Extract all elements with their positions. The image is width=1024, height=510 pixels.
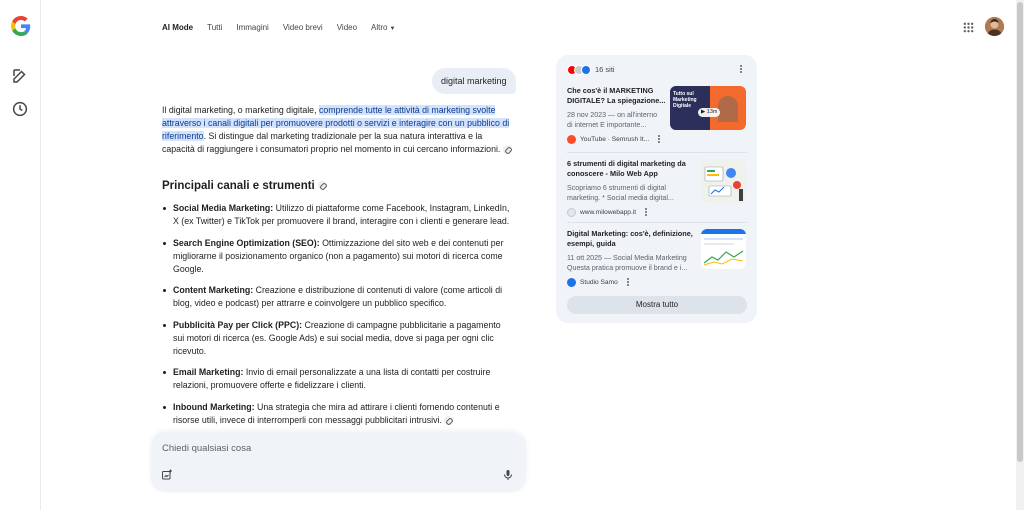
source-title: [567, 86, 669, 106]
thumbnail-text: Tutto sul Marketing Digitale: [673, 91, 697, 109]
intro-text: Il digital marketing, o marketing digitale,: [162, 105, 319, 115]
sources-panel: [556, 55, 757, 323]
site-favicon-icon: [567, 208, 576, 217]
user-query-bubble: digital marketing: [432, 68, 516, 94]
tab-video-brevi[interactable]: Video brevi: [282, 23, 323, 32]
list-item: [162, 401, 514, 427]
channel-term: Content Marketing:: [173, 285, 254, 295]
thumbnail-illustration: [701, 229, 746, 269]
video-thumbnail[interactable]: [670, 86, 746, 130]
channel-desc: Ottimizzazione del sito web e dei contenuti per migliorarne il posizionamento organico (non a pagamento) sui motori di ricerca come Google.: [173, 237, 504, 274]
list-item: [162, 284, 514, 310]
source-site: YouTube · Semrush It...: [580, 135, 650, 143]
source-snippet-line: marketing. * Social media digital...: [567, 194, 674, 202]
section-heading-text: Principali canali e strumenti: [162, 180, 315, 192]
source-site: www.milowebapp.it: [580, 208, 637, 216]
caret-down-icon: ▼: [389, 26, 396, 32]
site-favicon-icon: [567, 278, 576, 287]
tab-immagini[interactable]: Immagini: [236, 23, 269, 32]
source-snippet: [567, 253, 697, 273]
sites-count: 16 siti: [595, 65, 615, 74]
answer-intro: [162, 104, 514, 156]
more-options-icon[interactable]: [656, 134, 662, 144]
channel-desc: Utilizzo di piattaforme come Facebook, Instagram, LinkedIn, X (ex Twitter) e TikTok per promuovere il brand, interagire con i clienti e generare lead.: [173, 203, 510, 226]
tab-ai-mode[interactable]: AI Mode: [162, 23, 194, 32]
account-avatar[interactable]: [985, 17, 1004, 36]
source-title: [567, 229, 697, 249]
channel-term: Email Marketing:: [173, 367, 244, 377]
intro-text-rest: . Si distingue dal marketing tradizionale per la sua natura interattiva e la capacità di raggiungere i consumatori proprio nel momento in cui cercano informazioni.: [162, 131, 501, 154]
google-apps-icon[interactable]: [963, 22, 974, 33]
citation-link-icon[interactable]: [318, 181, 327, 190]
new-chat-icon[interactable]: [11, 67, 29, 85]
source-title-line: esempi, guida: [567, 239, 616, 248]
site-favicon-icon: [581, 65, 591, 75]
list-item: [162, 366, 514, 392]
scrollbar-thumb[interactable]: [1017, 2, 1023, 462]
sources-header[interactable]: [567, 64, 615, 75]
tab-tutti[interactable]: Tutti: [207, 23, 223, 32]
source-snippet-line: di internet E importante...: [567, 121, 647, 129]
channel-desc: Invio di email personalizzate a una lista di contatti per costruire relazioni, promuovere offerte e fidelizzare i clienti.: [173, 367, 491, 390]
source-snippet-line: 11 ott 2025 — Social Media Marketing: [567, 254, 687, 262]
source-title-line: Che cos'è il MARKETING: [567, 86, 654, 95]
source-site-row: [567, 134, 747, 144]
youtube-favicon-icon: [567, 135, 576, 144]
source-snippet-line: Questa pratica promuove il brand e i...: [567, 264, 688, 272]
list-item: [162, 237, 514, 276]
page-scrollbar[interactable]: [1016, 0, 1024, 510]
history-icon[interactable]: [11, 100, 29, 118]
more-options-icon[interactable]: [625, 277, 631, 287]
citation-link-icon[interactable]: [503, 145, 512, 154]
source-site-row: [567, 207, 747, 217]
channel-term: Inbound Marketing:: [173, 401, 255, 412]
divider: [567, 152, 747, 153]
prompt-input[interactable]: Chiedi qualsiasi cosa: [162, 443, 252, 454]
more-options-icon[interactable]: [643, 207, 649, 217]
google-logo[interactable]: [11, 16, 31, 36]
section-heading: [162, 178, 514, 194]
channel-desc: Creazione di campagne pubblicitarie a pagamento sui motori di ricerca (es. Google Ads) e sui social media, dove si paga per ogni clic ricevuto.: [173, 319, 501, 356]
source-snippet: [567, 110, 669, 130]
tab-video[interactable]: Video: [336, 23, 358, 32]
add-image-icon[interactable]: [161, 469, 173, 481]
thumbnail-person: [718, 96, 738, 122]
tab-altro[interactable]: [371, 21, 395, 35]
source-snippet-line: 28 nov 2023 — on all'interno: [567, 111, 658, 119]
left-rail: [0, 0, 41, 510]
source-snippet-line: Scopriamo 6 strumenti di digital: [567, 184, 666, 192]
source-site-row: [567, 277, 747, 287]
source-title-line: Digital Marketing: cos'è, definizione,: [567, 229, 693, 238]
tab-altro-label: Altro: [371, 23, 388, 32]
channel-term: Search Engine Optimization (SEO):: [173, 237, 320, 248]
source-snippet: [567, 183, 692, 203]
article-thumbnail[interactable]: [701, 229, 746, 269]
citation-link-icon[interactable]: [444, 416, 453, 425]
divider: [567, 222, 747, 223]
ai-answer: [162, 104, 514, 430]
channel-term: Pubblicità Pay per Click (PPC):: [173, 319, 303, 330]
video-duration-badge: ▶ 13m: [698, 108, 720, 117]
source-title: [567, 159, 697, 179]
source-title-line: conoscere - Milo Web App: [567, 169, 658, 178]
microphone-icon[interactable]: [502, 469, 514, 481]
source-title-line: DIGITALE? La spiegazione...: [567, 96, 666, 105]
channel-desc: Una strategia che mira ad attirare i clienti fornendo contenuti e risorse utili, invece di interromperli con messaggi pubblicitari intrusivi.: [173, 401, 500, 425]
thumbnail-illustration: [701, 159, 746, 203]
video-duration: 13m: [706, 109, 718, 115]
prompt-composer[interactable]: [151, 432, 526, 492]
source-site: Studio Samo: [580, 278, 618, 286]
search-mode-tabs: [162, 21, 409, 35]
channel-term: Social Media Marketing:: [173, 203, 274, 213]
source-title-line: 6 strumenti di digital marketing da: [567, 159, 686, 168]
channels-list: [162, 202, 514, 427]
list-item: [162, 202, 514, 228]
channel-desc: Creazione e distribuzione di contenuti di valore (come articoli di blog, video e podcast) per attrarre e coinvolgere un pubblico specifico.: [173, 285, 503, 308]
list-item: [162, 319, 514, 358]
article-thumbnail[interactable]: [701, 159, 746, 203]
more-options-icon[interactable]: [738, 64, 744, 74]
show-all-button[interactable]: Mostra tutto: [567, 296, 747, 314]
intro-highlight[interactable]: comprende tutte le attività di marketing svolte attraverso i canali digitali per promuovere prodotti o servizi e interagire con un pubblico di riferimento: [162, 105, 510, 141]
